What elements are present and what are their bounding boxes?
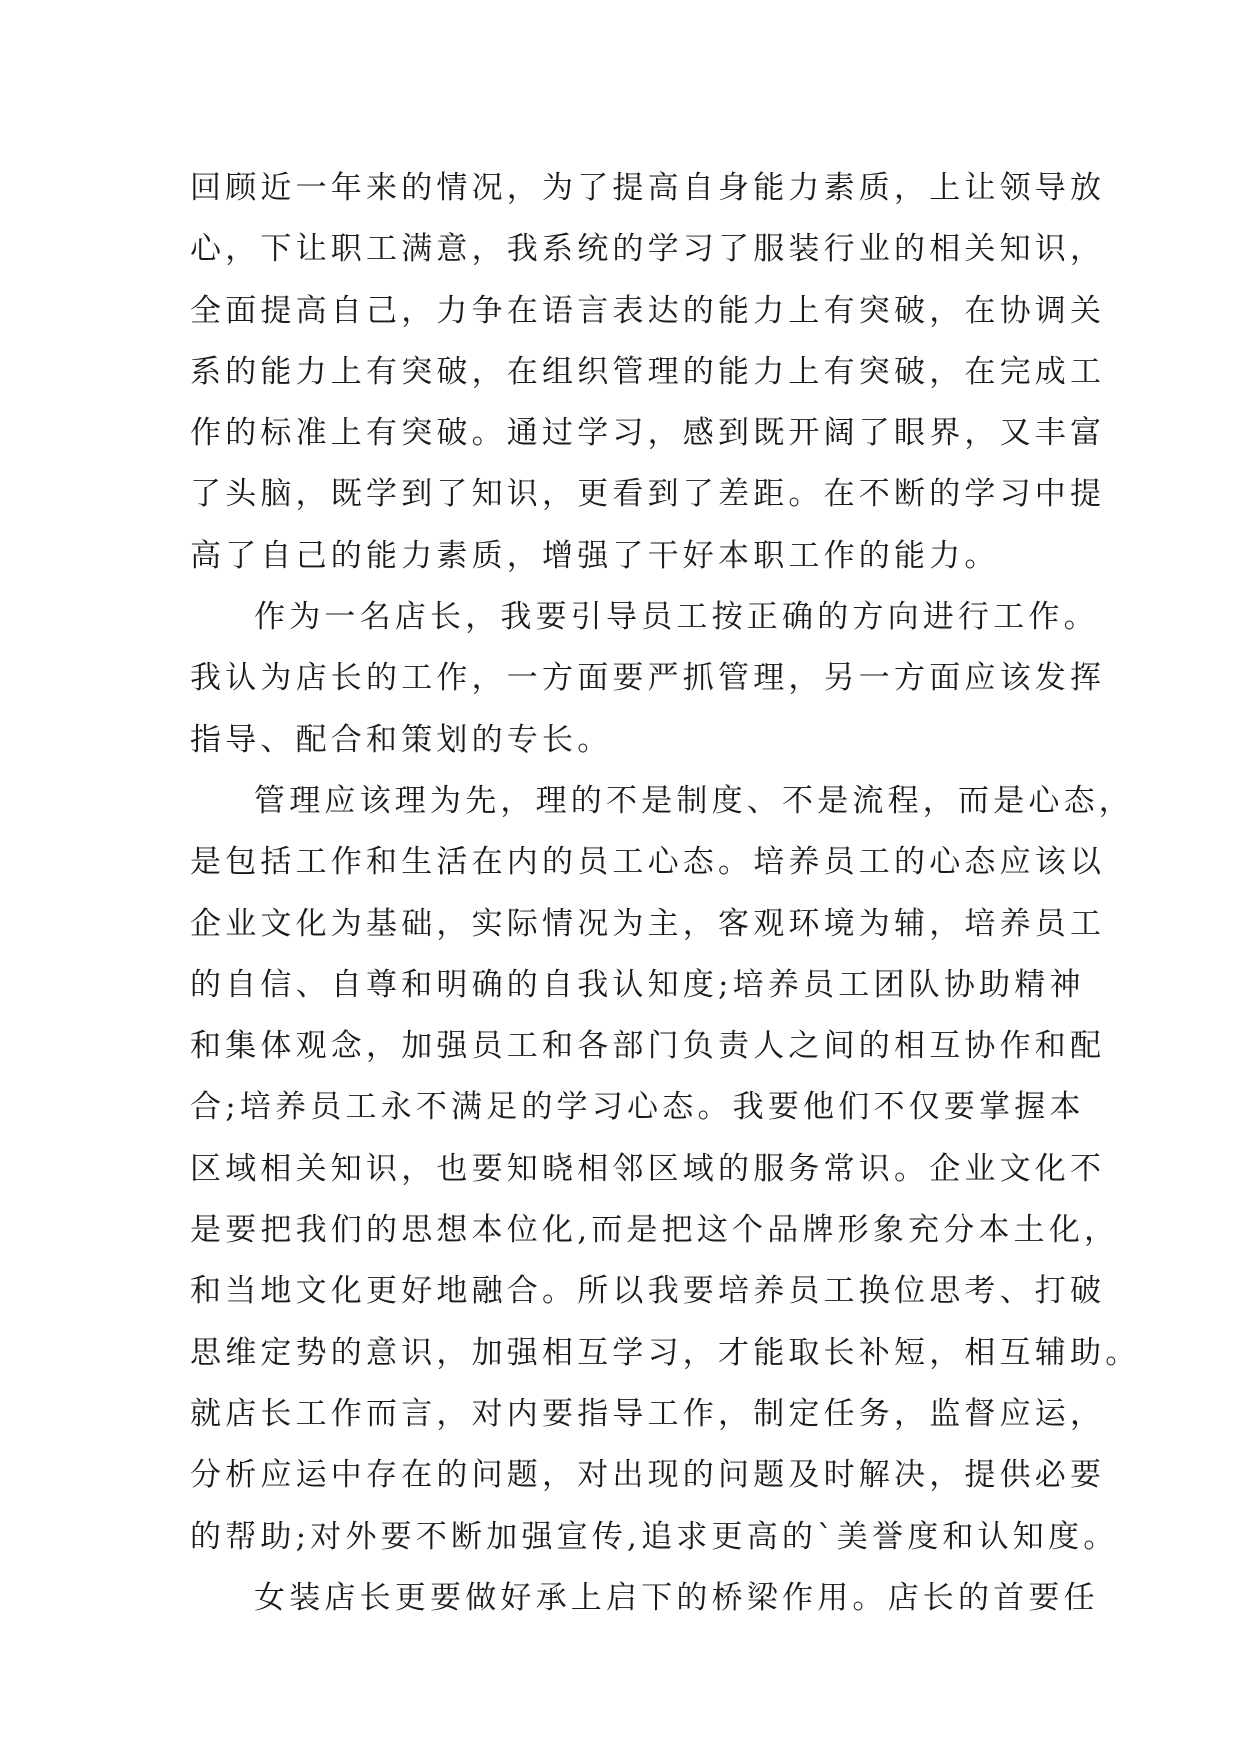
text-line: 和当地文化更好地融合。所以我要培养员工换位思考、打破 xyxy=(190,1273,1106,1310)
text-line: 的自信、自尊和明确的自我认知度;培养员工团队协助精神 xyxy=(190,966,1085,1003)
text-line: 了头脑，既学到了知识，更看到了差距。在不断的学习中提 xyxy=(190,476,1106,513)
paragraph-first-line: 作为一名店长，我要引导员工按正确的方向进行工作。 xyxy=(254,599,1099,636)
text-line: 高了自己的能力素质，增强了干好本职工作的能力。 xyxy=(190,537,1000,574)
text-line: 合;培养员工永不满足的学习心态。我要他们不仅要掌握本 xyxy=(190,1089,1085,1126)
text-line: 心，下让职工满意，我系统的学习了服装行业的相关知识， xyxy=(190,231,1106,268)
text-line: 我认为店长的工作，一方面要严抓管理，另一方面应该发挥 xyxy=(190,660,1106,697)
body-text xyxy=(190,158,1141,1629)
text-line: 回顾近一年来的情况，为了提高自身能力素质，上让领导放 xyxy=(190,170,1106,206)
text-line: 和集体观念，加强员工和各部门负责人之间的相互协作和配 xyxy=(190,1028,1106,1065)
text-line: 的帮助;对外要不断加强宣传,追求更高的`美誉度和认知度。 xyxy=(190,1518,1119,1555)
text-line: 是包括工作和生活在内的员工心态。培养员工的心态应该以 xyxy=(190,844,1106,881)
text-line: 作的标准上有突破。通过学习，感到既开阔了眼界，又丰富 xyxy=(190,415,1106,452)
text-line: 全面提高自己，力争在语言表达的能力上有突破，在协调关 xyxy=(190,292,1106,329)
paragraph-first-line: 管理应该理为先，理的不是制度、不是流程，而是心态， xyxy=(254,782,1134,819)
text-line: 区域相关知识，也要知晓相邻区域的服务常识。企业文化不 xyxy=(190,1150,1106,1187)
text-line: 是要把我们的思想本位化,而是把这个品牌形象充分本土化， xyxy=(190,1212,1120,1249)
text-line: 思维定势的意识，加强相互学习，才能取长补短，相互辅助。 xyxy=(190,1334,1141,1371)
text-line: 分析应运中存在的问题，对出现的问题及时解决，提供必要 xyxy=(190,1457,1106,1494)
text-line: 企业文化为基础，实际情况为主，客观环境为辅，培养员工 xyxy=(190,905,1106,942)
paragraph-first-line: 女装店长更要做好承上启下的桥梁作用。店长的首要任 xyxy=(254,1579,1099,1616)
text-line: 就店长工作而言，对内要指导工作，制定任务，监督应运， xyxy=(190,1395,1106,1432)
text-line: 指导、配合和策划的专长。 xyxy=(190,721,613,758)
text-line: 系的能力上有突破，在组织管理的能力上有突破，在完成工 xyxy=(190,353,1106,390)
